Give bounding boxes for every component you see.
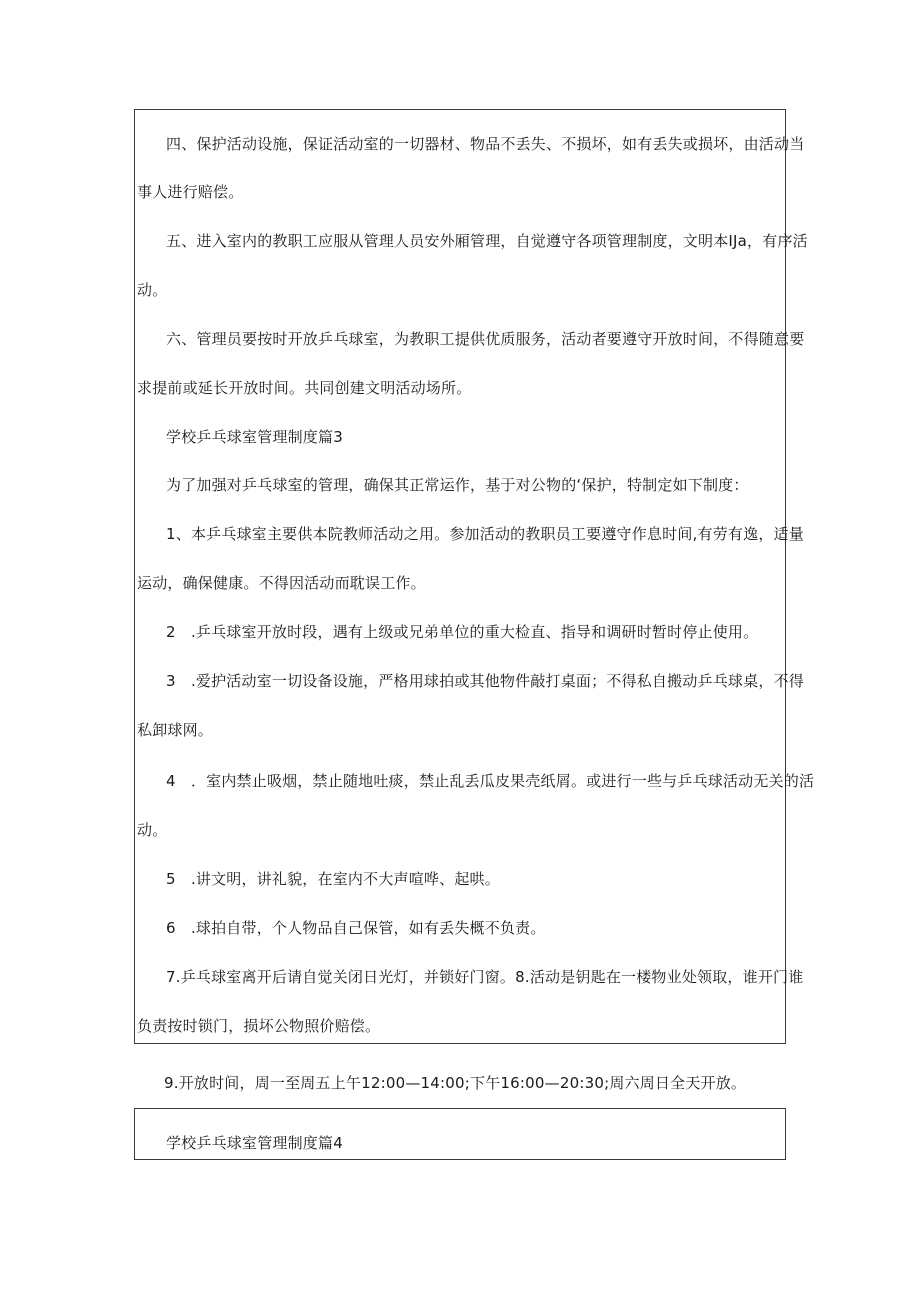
paragraph-5-line-1: 五、进入室内的教职工应服从管理人员安外厢管理，自觉遵守各项管理制度，文明本IJa，有序活: [166, 232, 808, 250]
rule-6: 6 .球拍自带，个人物品自己保管，如有丢失概不负责。: [166, 919, 546, 937]
paragraph-6-line-2: 求提前或延长开放时间。共同创建文明活动场所。: [137, 379, 472, 397]
rule-4-line-2: 动。: [137, 821, 168, 839]
rule-1-line-2: 运动，确保健康。不得因活动而耽误工作。: [137, 574, 426, 592]
rule-7-line-2: 负责按时锁门，损坏公物照价赔偿。: [137, 1017, 381, 1035]
rule-5: 5 .讲文明，讲礼貌，在室内不大声喧哗、起哄。: [166, 870, 500, 888]
rule-3-line-1: 3 .爱护活动室一切设备设施，严格用球拍或其他物件敲打桌面；不得私自搬动乒乓球桌，不得: [166, 672, 804, 690]
section-3-intro: 为了加强对乒乓球室的管理，确保其正常运作，基于对公物的‘保护，特制定如下制度：: [166, 476, 749, 494]
rule-4-line-1: 4 ．室内禁止吸烟，禁止随地吐痰，禁止乱丢瓜皮果壳纸屑。或进行一些与乒乓球活动无关的活: [166, 772, 815, 790]
rule-7-line-1: 7.乒乓球室离开后请自觉关闭日光灯，并锁好门窗。8.活动是钥匙在一楼物业处领取，谁开门谁: [166, 968, 804, 986]
section-3-heading: 学校乒乓球室管理制度篇3: [166, 428, 343, 446]
paragraph-6-line-1: 六、管理员要按时开放乒乓球室，为教职工提供优质服务，活动者要遵守开放时间，不得随意要: [166, 330, 805, 348]
paragraph-5-line-2: 动。: [137, 281, 168, 299]
rule-9: 9.开放时间，周一至周五上午12:00—14:00;下午16:00—20:30;周六周日全天开放。: [164, 1074, 747, 1092]
rule-2: 2 .乒乓球室开放时段，遇有上级或兄弟单位的重大检直、指导和调研时暂时停止使用。: [166, 623, 759, 641]
rule-1-line-1: 1、本乒乓球室主要供本院教师活动之用。参加活动的教职员工要遵守作息时间,有劳有逸，适量: [166, 525, 804, 543]
paragraph-4-line-2: 事人进行赔偿。: [137, 183, 244, 201]
section-4-heading: 学校乒乓球室管理制度篇4: [166, 1134, 343, 1152]
rule-3-line-2: 私卸球网。: [137, 721, 214, 739]
paragraph-4-line-1: 四、保护活动设施，保证活动室的一切器材、物品不丢失、不损坏，如有丢失或损坏，由活动当: [166, 135, 805, 153]
